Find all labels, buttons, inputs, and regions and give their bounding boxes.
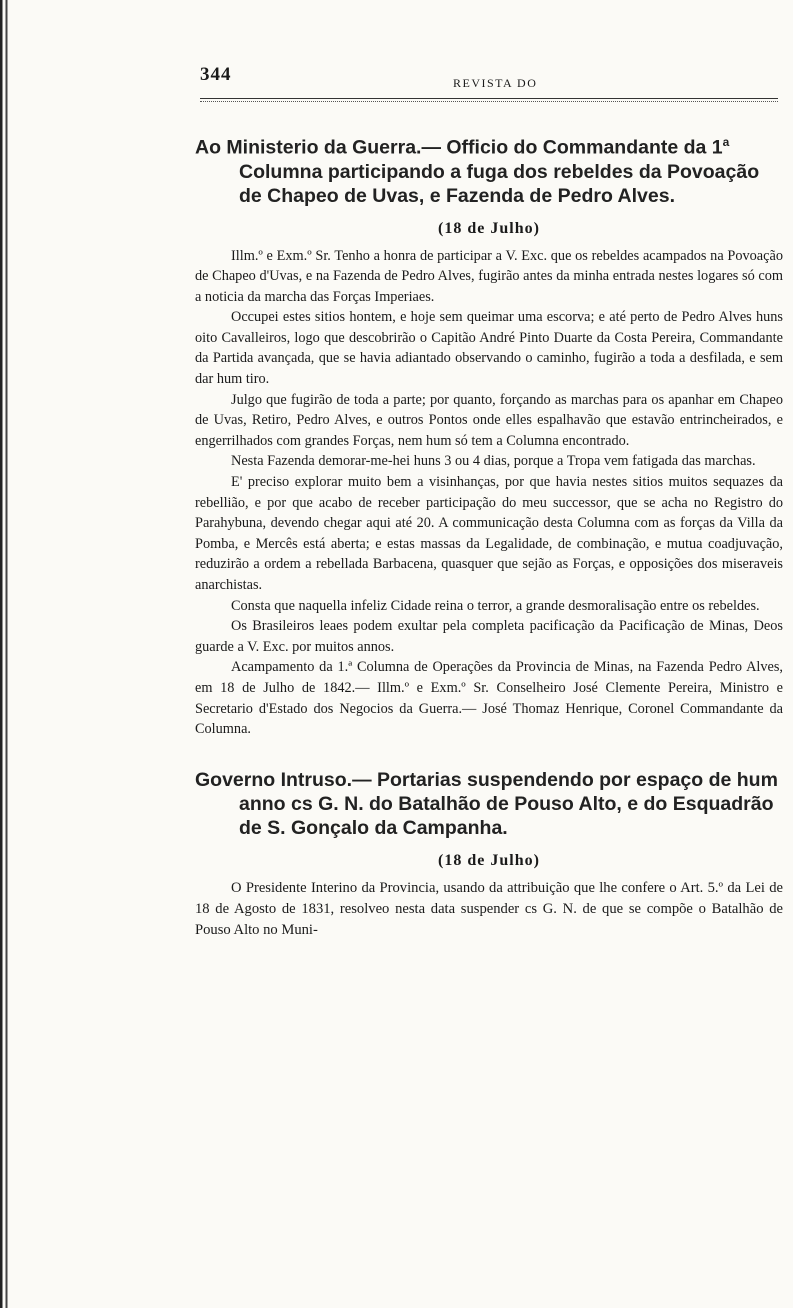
paragraph: Occupei estes sitios hontem, e hoje sem queimar uma escorva; e até perto de Pedro Alves huns oito Cavalleiros, logo que descobrirão o Capitão André Pinto Duarte da Costa Pereira, Commandante da Partida avançada, que se havia adiantado observando o caminho, fugirão a toda a desfilada, e sem dar hum tiro. (195, 309, 783, 388)
paragraph: Nesta Fazenda demorar-me-hei huns 3 ou 4 dias, porque a Tropa vem fatigada das marchas. (231, 453, 756, 470)
paragraph: Consta que naquella infeliz Cidade reina o terror, a grande desmoralisação entre os rebeldes. (231, 597, 760, 614)
running-header (195, 62, 783, 92)
document-page (195, 62, 783, 941)
paragraph: E' preciso explorar muito bem a visinhanças, por que havia nestes sitios muitos sequazes da rebellião, e por que acabo de receber participação do meu successor, que se acha no Registro do Parahybuna, devendo chegar aqui até 20. A communicação desta Columna com as forças da Villa da Pomba, e Mercês está aberta; e estas massas da Legalidade, de combinação, e mutua coadjuvação, reduzirão a ordem a rebellada Barbacena, quasquer que sejão as Forças, e opposições dos miseraveis anarchistas. (195, 474, 783, 593)
section-title: Governo Intruso.— Portarias suspendendo por espaço de hum anno cs G. N. do Batalhão de Pouso Alto, e do Esquadrão de S. Gonçalo da Campanha. (195, 768, 778, 839)
book-binding-edge (0, 0, 10, 1308)
paragraph: Illm.º e Exm.º Sr. Tenho a honra de participar a V. Exc. que os rebeldes acampados na Povoação de Chapeo d'Uvas, e na Fazenda de Pedro Alves, fugirão antes da minha entrada nestes logares só com a noticia da marcha das Forças Imperiaes. (195, 247, 783, 305)
running-title: REVISTA DO (453, 76, 538, 90)
section-ministerio-guerra (195, 130, 783, 740)
section-date: (18 de Julho) (438, 851, 540, 869)
header-rule (200, 98, 778, 102)
section-title: Ao Ministerio da Guerra.— Officio do Commandante da 1$^a$ Columna participando a fuga dos rebeldes da Povoação de Chapeo de Uvas, e Fazenda de Pedro Alves. (195, 135, 760, 207)
paragraph: Acampamento da 1.ª Columna de Operações da Provincia de Minas, na Fazenda Pedro Alves, em 18 de Julho de 1842.— Illm.º e Exm.º Sr. Conselheiro José Clemente Pereira, Ministro e Secretario d'Estado dos Negocios da Guerra.— José Thomaz Henrique, Coronel Commandante da Columna. (195, 659, 783, 738)
paragraph: O Presidente Interino da Provincia, usando da attribuição que lhe confere o Art. 5.º da Lei de 18 de Agosto de 1831, resolveo nesta data suspender cs G. N. de que se compõe o Batalhão de Pouso Alto no Muni- (195, 879, 783, 938)
paragraph: Os Brasileiros leaes podem exultar pela completa pacificação da Pacificação de Minas, Deos guarde a V. Exc. por muitos annos. (195, 618, 783, 655)
page-number: 344 (200, 64, 232, 85)
section-governo-intruso (195, 768, 783, 941)
section-date: (18 de Julho) (438, 219, 540, 237)
paragraph: Julgo que fugirão de toda a parte; por quanto, forçando as marchas para os apanhar em Chapeo de Uvas, Retiro, Pedro Alves, e outros Pontos onde elles espalhavão que estavão entrincheirados, e engerrilhados com grandes Forças, nem hum só tem a Columna encontrado. (195, 391, 783, 449)
